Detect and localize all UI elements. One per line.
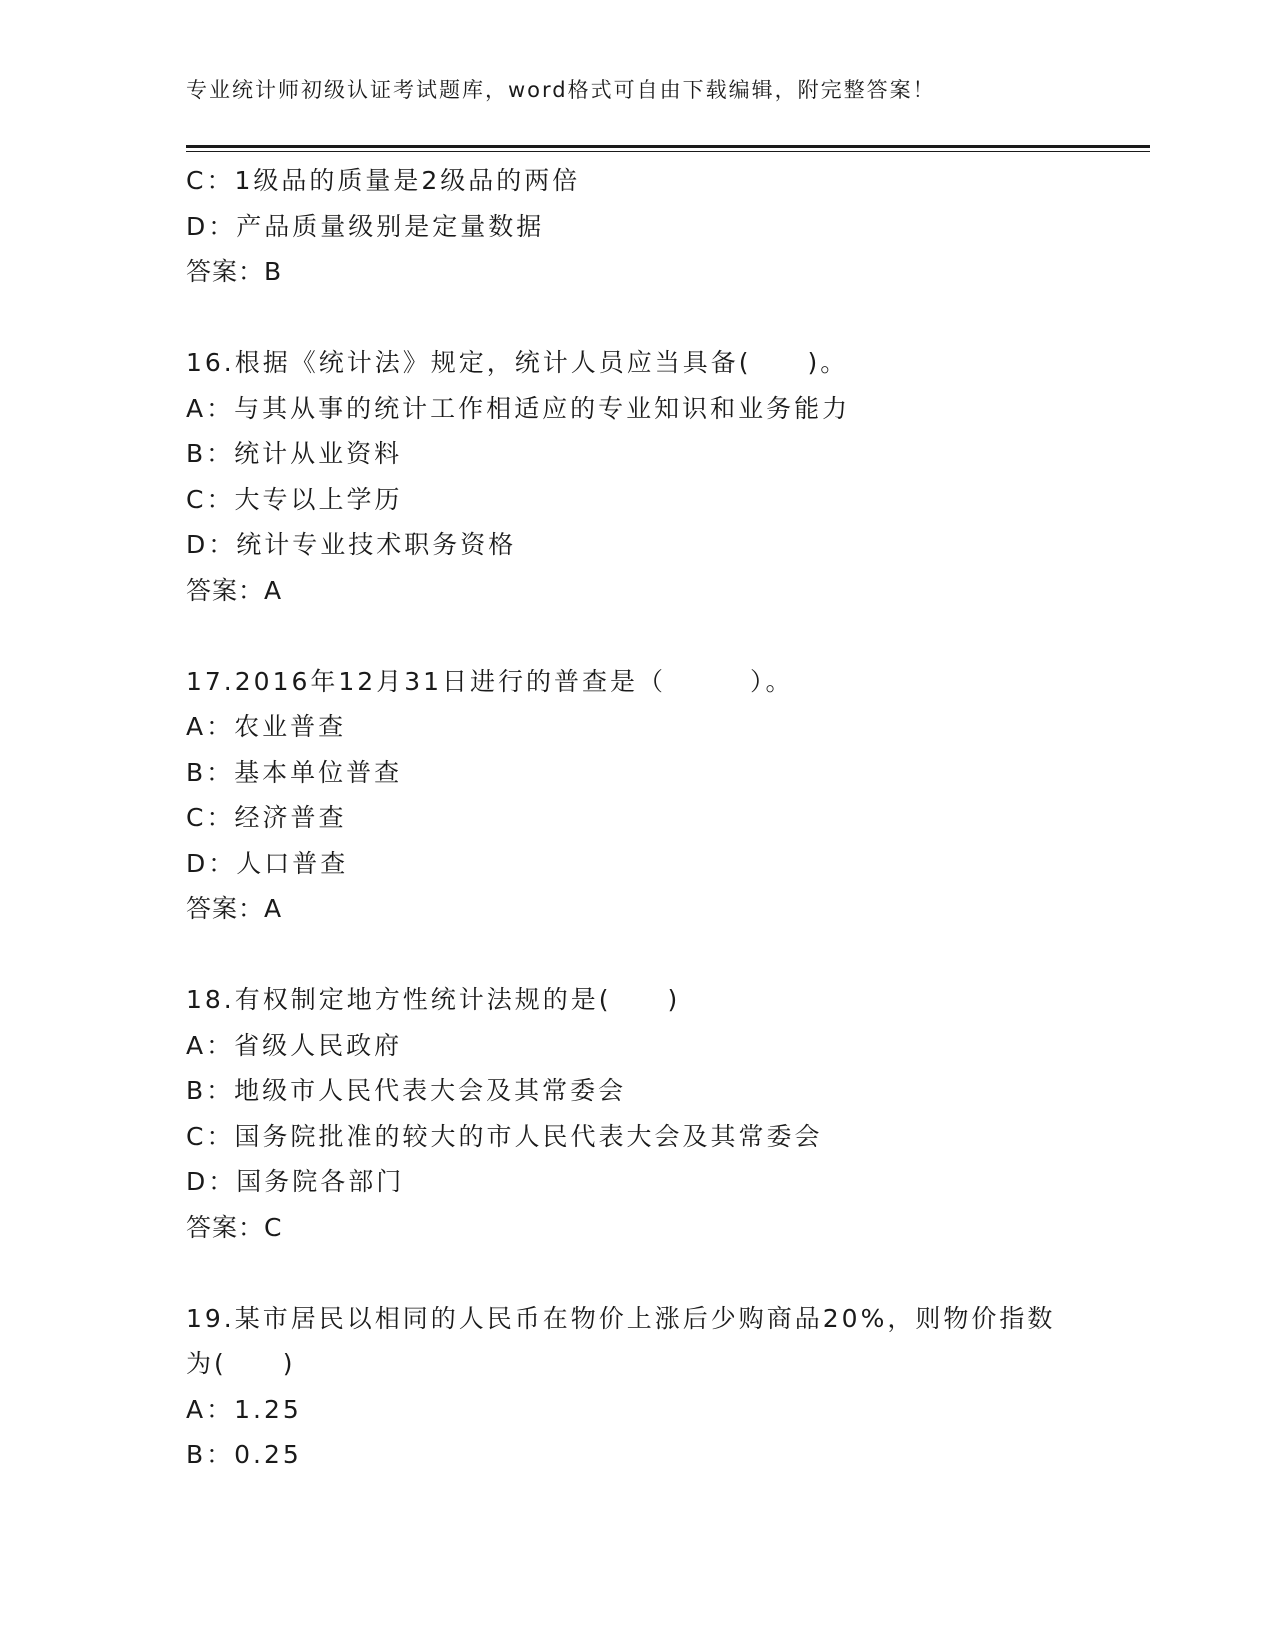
option-b: B：基本单位普查 — [186, 757, 403, 787]
spacer — [186, 613, 1106, 659]
page-header: 专业统计师初级认证考试题库，word格式可自由下载编辑，附完整答案！ — [186, 78, 936, 102]
question-stem-line-1: 19.某市居民以相同的人民币在物价上涨后少购商品20%，则物价指数 — [186, 1303, 1056, 1333]
option-a: A：与其从事的统计工作相适应的专业知识和业务能力 — [186, 393, 851, 423]
option-d: D：人口普查 — [186, 848, 349, 878]
document-body — [186, 158, 1106, 1478]
question-17 — [186, 659, 1106, 932]
question-stem-line-2: 为( ) — [186, 1349, 296, 1378]
answer: 答案：A — [186, 894, 283, 923]
answer: 答案：B — [186, 257, 283, 286]
option-b: B：0.25 — [186, 1440, 302, 1469]
option-b: B：地级市人民代表大会及其常委会 — [186, 1076, 627, 1105]
question-19 — [186, 1296, 1106, 1478]
answer: 答案：A — [186, 575, 283, 605]
option-b: B：统计从业资料 — [186, 439, 403, 468]
header-divider-thin — [186, 151, 1150, 152]
question-15-continued — [186, 158, 1106, 295]
question-stem: 17.2016年12月31日进行的普查是（ ）。 — [186, 666, 794, 696]
spacer — [186, 1250, 1106, 1296]
question-stem: 18.有权制定地方性统计法规的是( ) — [186, 985, 681, 1014]
spacer — [186, 295, 1106, 341]
question-stem: 16.根据《统计法》规定，统计人员应当具备( )。 — [186, 348, 849, 377]
header-divider — [186, 145, 1150, 148]
option-c: C：大专以上学历 — [186, 484, 403, 514]
answer: 答案：C — [186, 1212, 283, 1242]
option-c: C：国务院批准的较大的市人民代表大会及其常委会 — [186, 1121, 823, 1151]
option-d: D：产品质量级别是定量数据 — [186, 211, 545, 241]
spacer — [186, 932, 1106, 978]
option-a: A：农业普查 — [186, 712, 347, 741]
option-a: A：1.25 — [186, 1394, 302, 1424]
question-16 — [186, 340, 1106, 613]
option-d: D：国务院各部门 — [186, 1167, 405, 1196]
option-a: A：省级人民政府 — [186, 1030, 403, 1060]
option-d: D：统计专业技术职务资格 — [186, 530, 517, 559]
question-18 — [186, 977, 1106, 1250]
option-c: C：经济普查 — [186, 803, 347, 832]
option-c: C：1级品的质量是2级品的两倍 — [186, 166, 581, 195]
